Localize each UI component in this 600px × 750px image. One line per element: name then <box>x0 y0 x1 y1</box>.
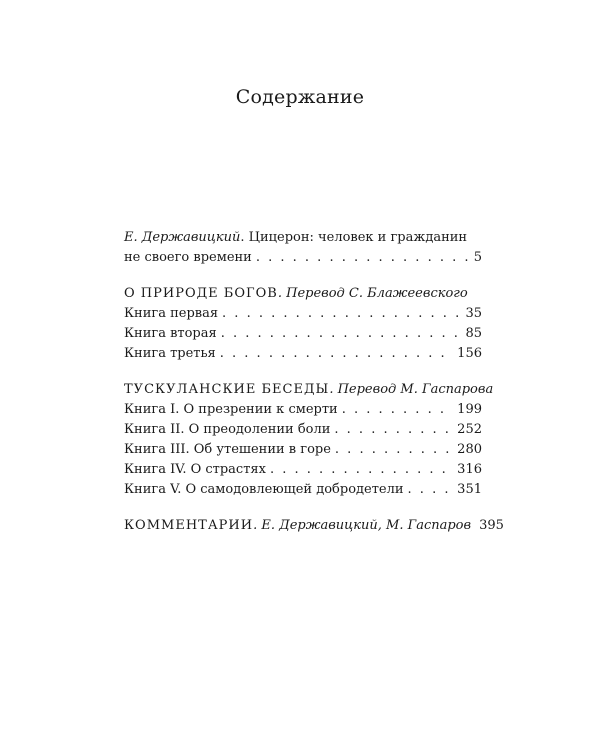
comments-heading: КОММЕНТАРИИ <box>124 518 254 533</box>
toc-entry-page: 280 <box>457 442 482 457</box>
toc-entry <box>124 420 482 440</box>
toc-entry-label: Книга третья <box>124 346 216 361</box>
intro-entry-line1 <box>124 228 482 248</box>
toc-entry-label: Книга вторая <box>124 326 217 341</box>
section2-heading-line <box>124 380 494 400</box>
toc-entry-label: Книга II. О преодолении боли <box>124 422 331 437</box>
toc-entry-page: 252 <box>457 422 482 437</box>
leader-dots <box>270 460 453 480</box>
toc-entry <box>124 324 482 344</box>
toc-entry-label: Книга III. Об утешении в горе <box>124 442 331 457</box>
section2-heading: ТУСКУЛАНСКИЕ БЕСЕДЫ <box>124 382 330 397</box>
intro-entry-line2 <box>124 248 482 268</box>
section1-heading-line <box>124 284 482 304</box>
toc-entry-page: 85 <box>465 326 482 341</box>
intro-page: 5 <box>473 250 482 265</box>
page-title: Содержание <box>235 86 365 108</box>
toc-entry <box>124 344 482 364</box>
comments-page: 395 <box>479 518 504 533</box>
leader-dots <box>256 248 470 268</box>
section1-translator: . Перевод С. Блажеевского <box>277 286 468 301</box>
intro-title-part1: . Цицерон: человек и гражданин <box>240 230 468 245</box>
toc-entry <box>124 440 482 460</box>
toc-entry-label: Книга IV. О страстях <box>124 462 266 477</box>
toc-entry-page: 199 <box>457 402 482 417</box>
toc-entry-label: Книга V. О самодовлеющей добродетели <box>124 482 404 497</box>
toc-entry <box>124 400 482 420</box>
toc-entry <box>124 304 482 324</box>
intro-author: Е. Державицкий <box>124 230 241 245</box>
leader-dots <box>221 324 462 344</box>
leader-dots <box>408 480 454 500</box>
toc-entry-label: Книга первая <box>124 306 219 321</box>
toc-entry-label: Книга I. О презрении к смерти <box>124 402 338 417</box>
leader-dots <box>342 400 453 420</box>
leader-dots <box>334 420 453 440</box>
intro-title-part2: не своего времени <box>124 250 252 265</box>
leader-dots <box>335 440 453 460</box>
toc-entry-page: 351 <box>457 482 482 497</box>
leader-dots <box>220 344 453 364</box>
toc-entry-page: 156 <box>457 346 482 361</box>
toc-entry-page: 35 <box>465 306 482 321</box>
toc-entry <box>124 460 482 480</box>
leader-dots <box>222 304 461 324</box>
toc-entry-page: 316 <box>457 462 482 477</box>
section1-heading: О ПРИРОДЕ БОГОВ <box>124 286 278 301</box>
comments-authors: . Е. Державицкий, М. Гаспаров <box>253 518 472 533</box>
section2-translator: . Перевод М. Гаспарова <box>329 382 494 397</box>
toc-entry <box>124 480 482 500</box>
comments-entry <box>124 516 504 536</box>
table-of-contents <box>124 228 504 536</box>
comments-label <box>124 516 471 536</box>
